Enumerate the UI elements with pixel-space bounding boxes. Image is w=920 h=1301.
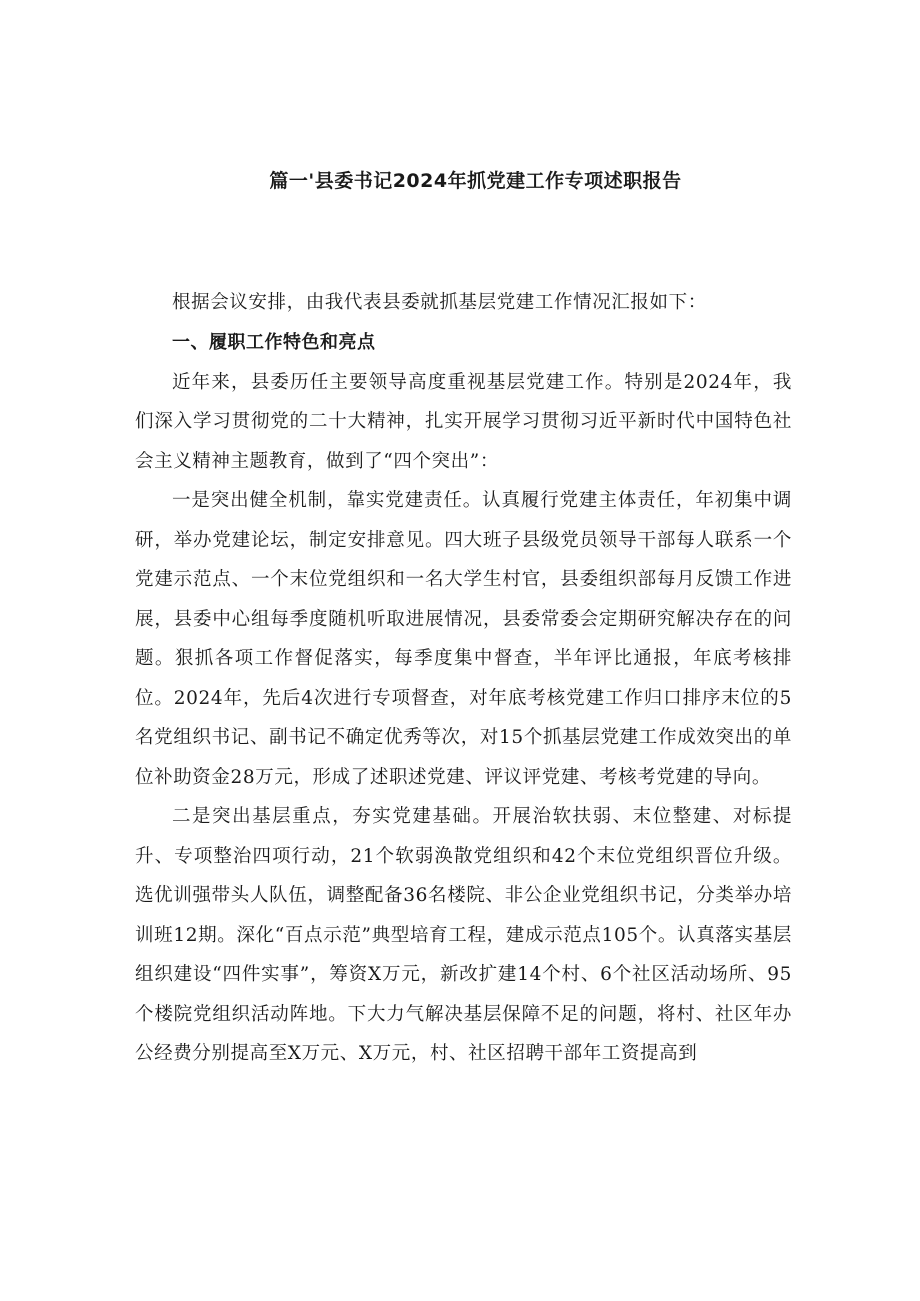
document-title: 篇一'县委书记2024年抓党建工作专项述职报告 [269,170,682,192]
section-heading: 一、履职工作特色和亮点 [172,331,376,353]
intro-paragraph: 根据会议安排，由我代表县委就抓基层党建工作情况汇报如下： [172,292,707,313]
mechanism-paragraph: 一是突出健全机制，靠实党建责任。认真履行党建主体责任，年初集中调研，举办党建论坛，制定安排意见。四大班子县级党员领导干部每人联系一个党建示范点、一个末位党组织和一名大学生村官，县委组织部每月反馈工作进展，县委中心组每季度随机听取进展情况，县委常委会定期研究解决存在的问题。狠抓各项工作督促落实，每季度集中督查，半年评比通报，年底考核排位。2024年，先后4次进行专项督查，对年底考核党建工作归口排序末位的5名党组织书记、副书记不确定优秀等次，对15个抓基层党建工作成效突出的单位补助资金28万元，形成了述职述党建、评议评党建、考核考党建的导向。 [135,490,792,788]
grassroots-paragraph: 二是突出基层重点，夯实党建基础。开展治软扶弱、末位整建、对标提升、专项整治四项行动，21个软弱涣散党组织和42个末位党组织晋位升级。选优训强带头人队伍，调整配备36名楼院、非公企业党组织书记，分类举办培训班12期。深化“百点示范”典型培育工程，建成示范点105个。认真落实基层组织建设“四件实事”，筹资X万元，新改扩建14个村、6个社区活动场所、95个楼院党组织活动阵地。下大力气解决基层保障不足的问题，将村、社区年办公经费分别提高至X万元、X万元，村、社区招聘干部年工资提高到 [135,806,792,1064]
document-body [135,283,792,1074]
overview-paragraph: 近年来，县委历任主要领导高度重视基层党建工作。特别是2024年，我们深入学习贯彻党的二十大精神，扎实开展学习贯彻习近平新时代中国特色社会主义精神主题教育，做到了“四个突出”： [135,371,792,472]
